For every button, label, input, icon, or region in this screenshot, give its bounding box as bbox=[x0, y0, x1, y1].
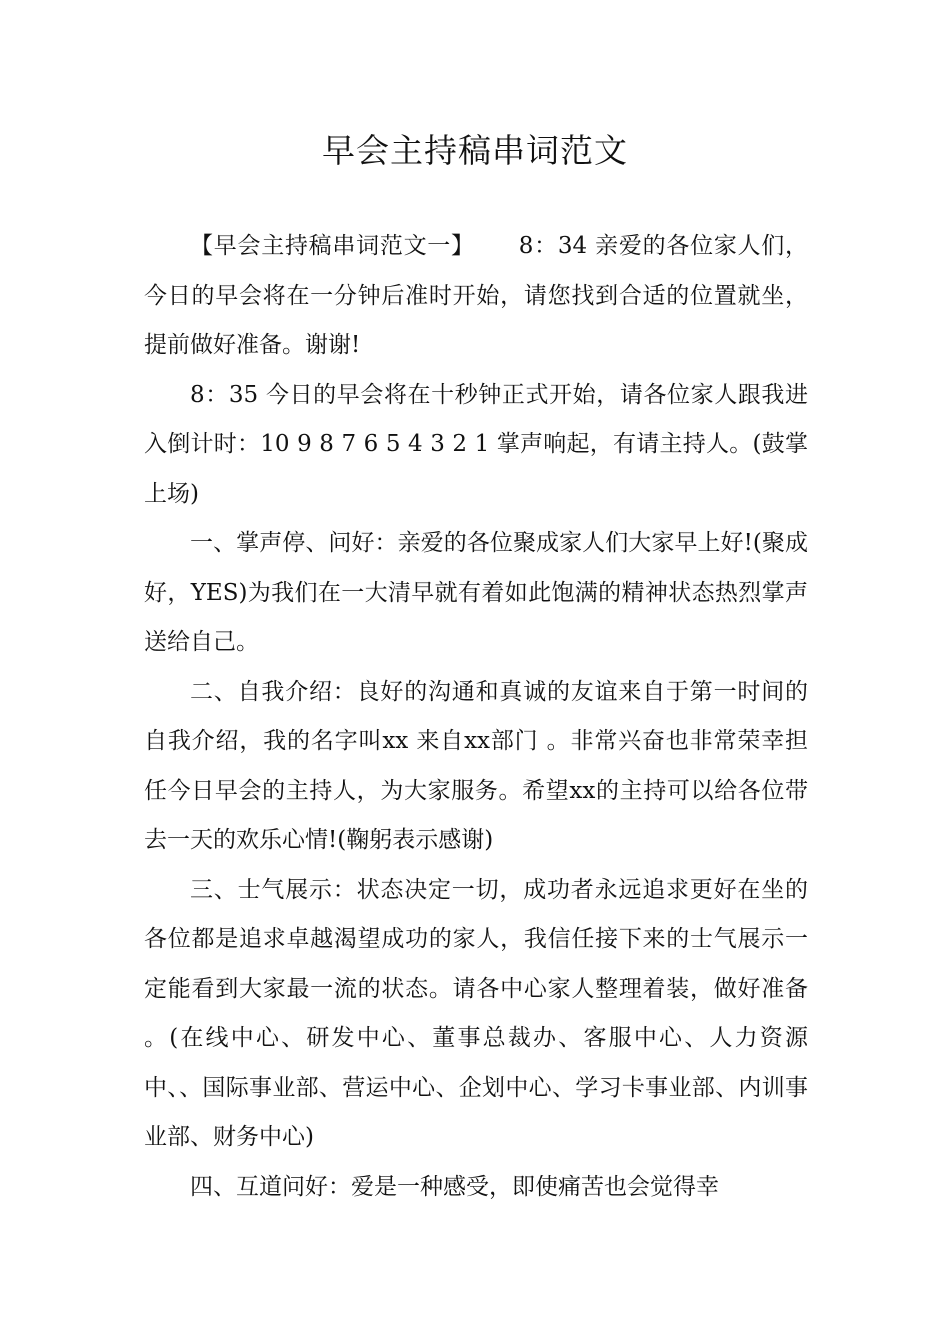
document-body bbox=[144, 222, 808, 1212]
paragraph-1 bbox=[144, 222, 808, 371]
paragraph-2: 8：35 今日的早会将在十秒钟正式开始，请各位家人跟我进入倒计时：10 9 8 7 6 5 4 3 2 1 掌声响起，有请主持人。(鼓掌上场) bbox=[144, 381, 808, 507]
section-heading: 【早会主持稿串词范文一】 bbox=[190, 233, 475, 259]
paragraph-3: 一、掌声停、问好：亲爱的各位聚成家人们大家早上好!(聚成好，YES)为我们在一大清早就有着如此饱满的精神状态热烈掌声送给自己。 bbox=[144, 530, 808, 655]
document-title: 早会主持稿串词范文 bbox=[322, 131, 628, 170]
paragraph-6: 四、互道问好：爱是一种感受，即使痛苦也会觉得幸 bbox=[190, 1173, 719, 1200]
paragraph-4: 二、自我介绍：良好的沟通和真诚的友谊来自于第一时间的自我介绍，我的名字叫xx 来自xx部门 。非常兴奋也非常荣幸担任今日早会的主持人，为大家服务。希望xx的主持可以给各位带去一天的欢乐心情!(鞠躬表示感谢) bbox=[144, 678, 808, 853]
paragraph-text: 8：34 亲爱的各位家人们，今日的早会将在一分钟后准时开始，请您找到合适的位置就坐，提前做好准备。谢谢! bbox=[144, 233, 809, 358]
paragraph-5: 三、士气展示：状态决定一切，成功者永远追求更好在坐的各位都是追求卓越渴望成功的家人，我信任接下来的士气展示一定能看到大家最一流的状态。请各中心家人整理着装，做好准备 。(在线中心、研发中心、董事总裁办、客服中心、人力资源中、、国际事业部、营运中心、企划中心、学习卡事业部、内训事业部、财务中心) bbox=[144, 876, 808, 1150]
